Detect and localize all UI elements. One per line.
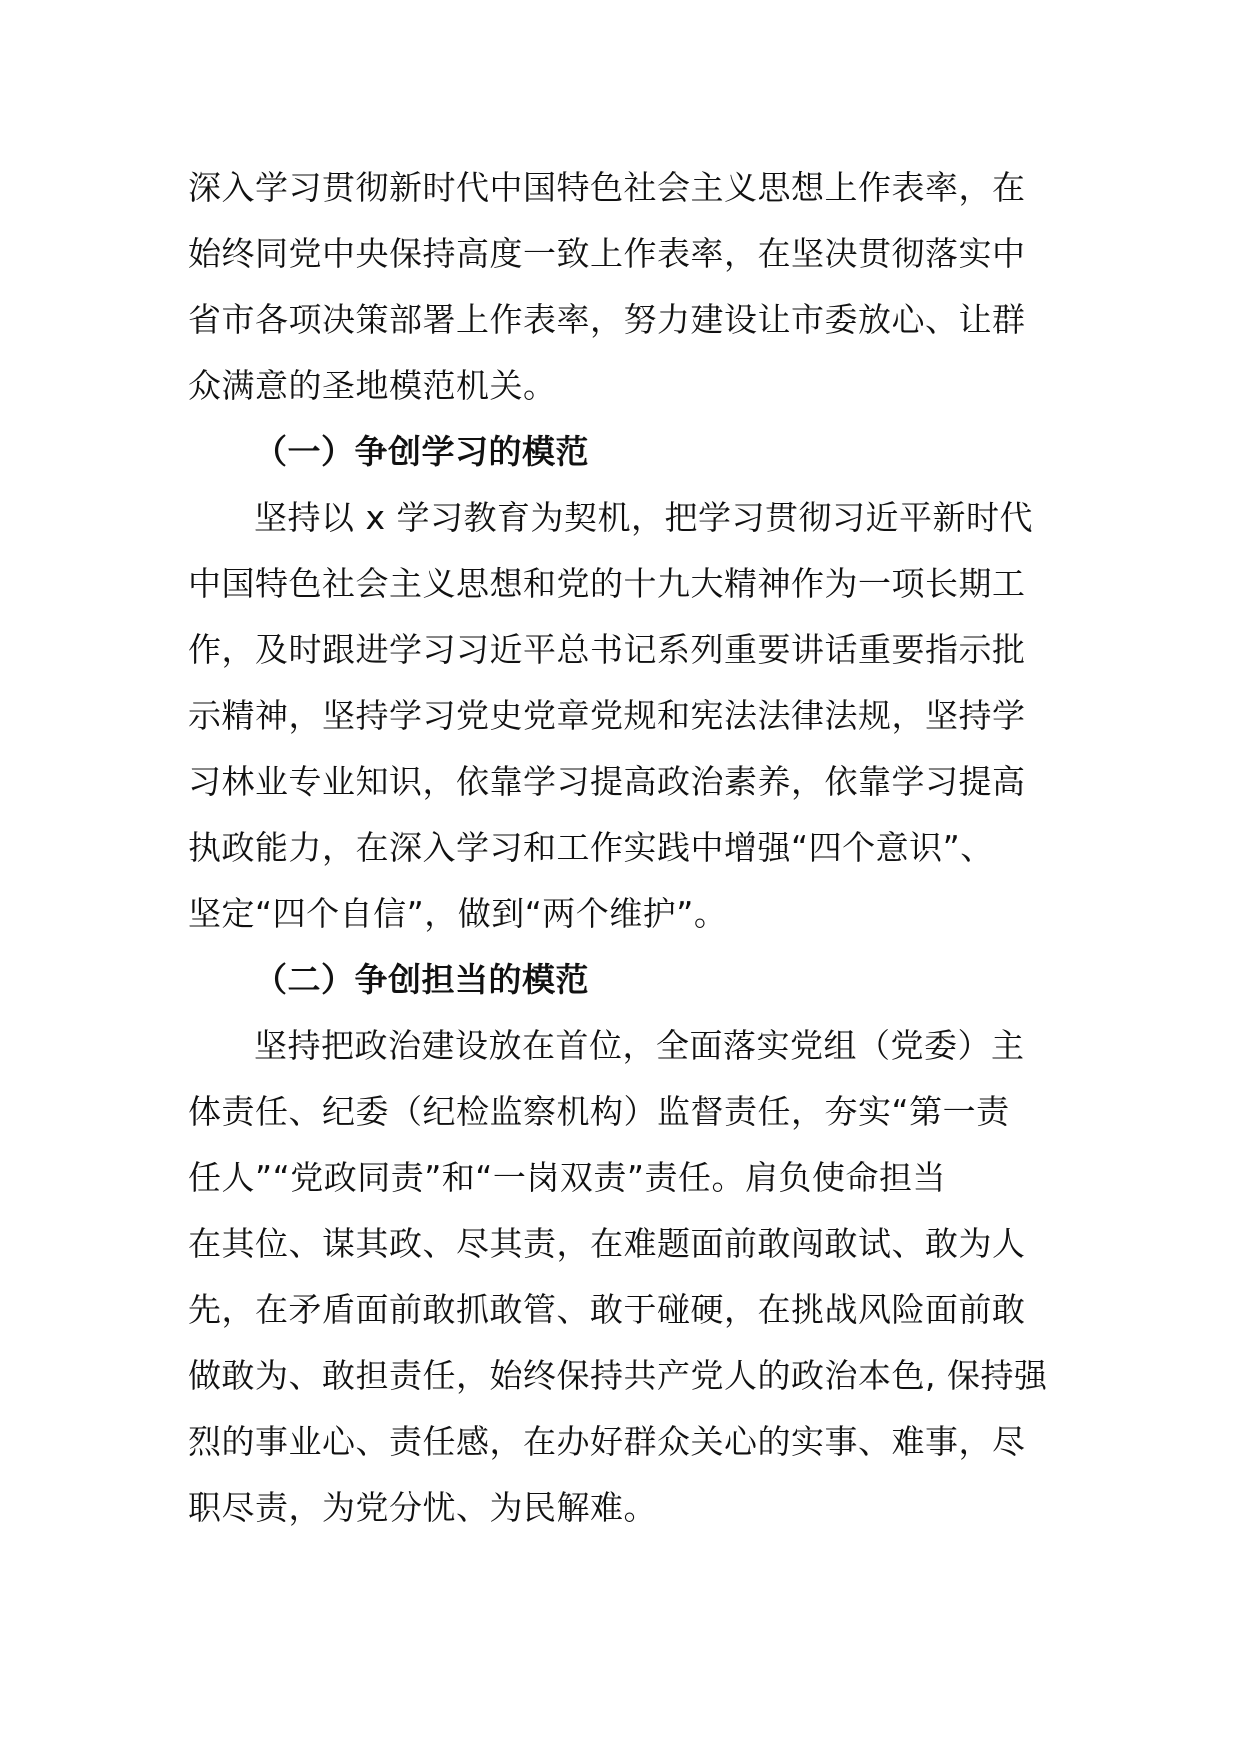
paragraph-line: 众满意的圣地模范机关。: [188, 366, 557, 405]
section-heading-2: （二）争创担当的模范: [254, 960, 589, 999]
paragraph-line: 做敢为、敢担责任，始终保持共产党人的政治本色, 保持强: [188, 1356, 1048, 1395]
paragraph-line: 省市各项决策部署上作表率，努力建设让市委放心、让群: [188, 300, 1026, 339]
paragraph-line: 坚持把政治建设放在首位，全面落实党组（党委）主: [254, 1026, 1025, 1065]
paragraph-line: 先，在矛盾面前敢抓敢管、敢于碰硬，在挑战风险面前敢: [188, 1290, 1026, 1329]
paragraph-line: 烈的事业心、责任感，在办好群众关心的实事、难事，尽: [188, 1422, 1026, 1461]
paragraph-line: 示精神，坚持学习党史党章党规和宪法法律法规，坚持学: [188, 696, 1026, 735]
paragraph-line: 中国特色社会主义思想和党的十九大精神作为一项长期工: [188, 564, 1026, 603]
paragraph-line: 始终同党中央保持高度一致上作表率，在坚决贯彻落实中: [188, 234, 1026, 273]
paragraph-line: 习林业专业知识，依靠学习提高政治素养，依靠学习提高: [188, 762, 1026, 801]
section-heading-1: （一）争创学习的模范: [254, 432, 589, 471]
paragraph-line: 执政能力，在深入学习和工作实践中增强“四个意识”、: [188, 828, 994, 867]
paragraph-line: 作，及时跟进学习习近平总书记系列重要讲话重要指示批: [188, 630, 1026, 669]
paragraph-line: 深入学习贯彻新时代中国特色社会主义思想上作表率，在: [188, 168, 1026, 207]
paragraph-line: 职尽责，为党分忧、为民解难。: [188, 1488, 657, 1527]
paragraph-line: 体责任、纪委（纪检监察机构）监督责任，夯实“第一责: [188, 1092, 1010, 1131]
document-body: [188, 155, 1058, 1541]
paragraph-line: 任人”“党政同责”和“一岗双责”责任。肩负使命担当: [188, 1158, 946, 1197]
paragraph-line: 坚持以 x 学习教育为契机，把学习贯彻习近平新时代: [254, 498, 1034, 537]
paragraph-line: 在其位、谋其政、尽其责，在难题面前敢闯敢试、敢为人: [188, 1224, 1026, 1263]
paragraph-line: 坚定“四个自信”，做到“两个维护”。: [188, 894, 728, 933]
